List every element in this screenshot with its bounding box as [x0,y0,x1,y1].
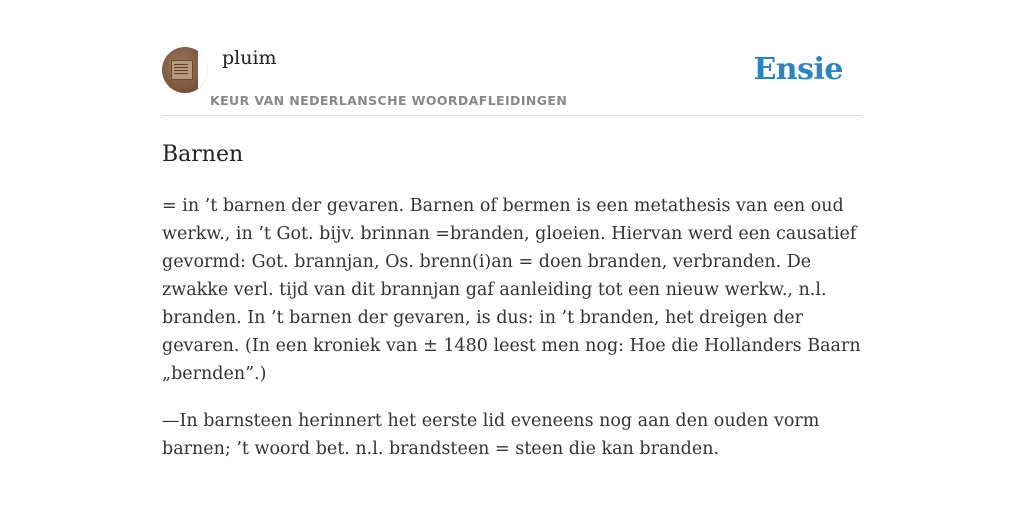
entry-title: Barnen [162,142,244,167]
entry-paragraph: = in ’t barnen der gevaren. Barnen of bermen is een metathesis van een oud werkw., in ’t Got. bijv. brinnan =branden, gloeien. Hiervan werd een causatief gevormd: Got. brannjan, Os. brenn(i)an = doen branden, verbranden. De zwakke verl. tijd van dit brannjan gaf aanleiding tot een nieuw werkw., n.l. branden. In ’t barnen der gevaren, is dus: in ’t branden, het dreigen der gevaren. (In een kroniek van ± 1480 leest men nog: Hoe die Hollanders Baarn „bernden”.) [162,196,861,384]
entry-page [162,0,862,459]
avatar[interactable] [162,47,208,93]
source-title[interactable]: KEUR VAN NEDERLANSCHE WOORDAFLEIDINGEN [210,93,568,108]
entry-header [162,0,862,116]
ensie-logo[interactable]: Ensie [753,52,843,87]
avatar-mask [198,47,208,93]
book-text-icon [174,64,188,74]
entry-paragraph: —In barnsteen herinnert het eerste lid eveneens nog aan den ouden vorm barnen; ’t woord bet. n.l. brandsteen = steen die kan branden. [162,411,820,459]
author-name[interactable]: pluim [222,47,277,69]
entry-body [162,192,862,482]
